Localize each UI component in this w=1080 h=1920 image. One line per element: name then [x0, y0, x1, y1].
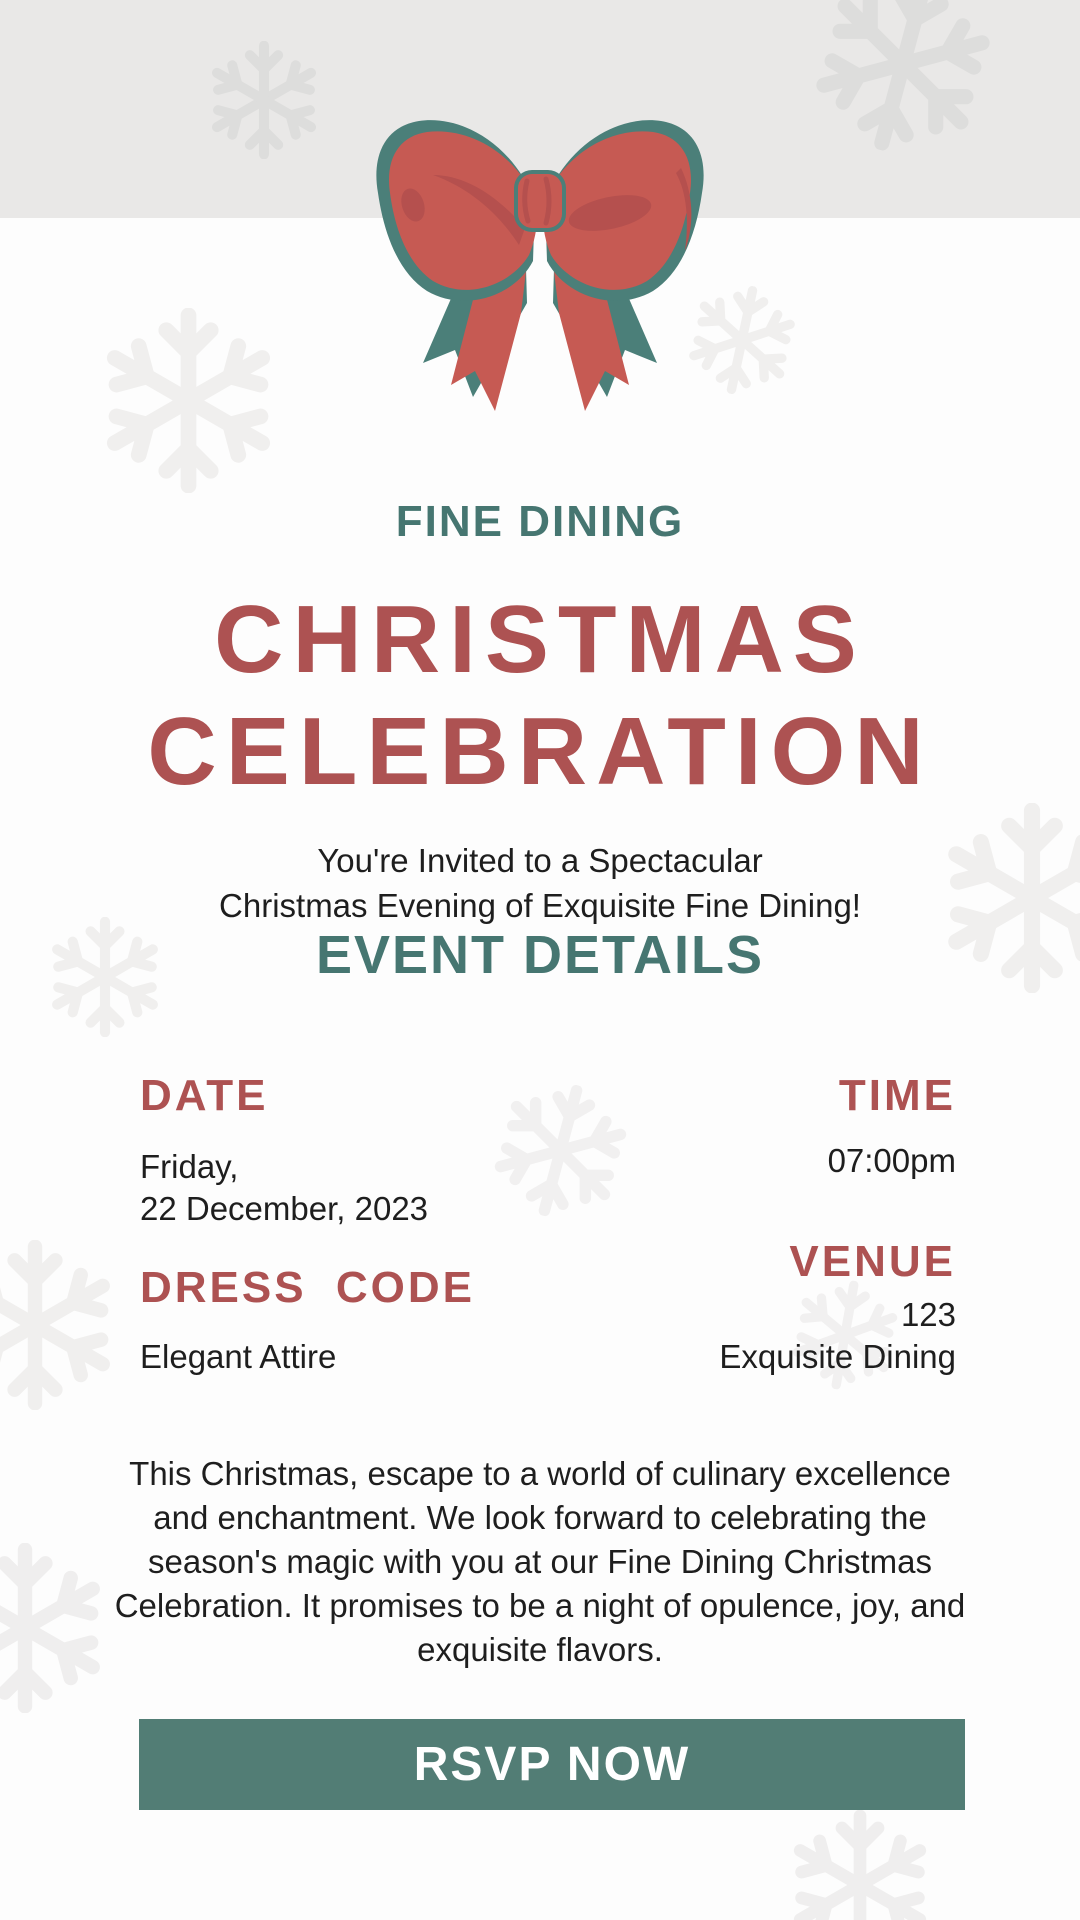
page-title-line1: CHRISTMAS	[214, 586, 866, 693]
invitation-paragraph: This Christmas, escape to a world of culinary excellence and enchantment. We look forward to celebrating the season's magic with you at our Fine Dining Christmas Celebration. It promises to be a night of opulence, joy, and exquisite flavors.	[114, 1455, 966, 1668]
dress-code-value: Elegant Attire	[140, 1338, 337, 1375]
invitation-subtitle-line2: Christmas Evening of Exquisite Fine Dining!	[219, 887, 861, 924]
section-title-event-details: EVENT DETAILS	[315, 925, 765, 985]
invitation-subtitle	[0, 838, 1080, 928]
time-value: 07:00pm	[827, 1142, 956, 1179]
kicker-fine-dining: FINE DINING	[395, 497, 685, 546]
date-label: DATE	[140, 1071, 269, 1120]
venue-value: 123 Exquisite Dining	[719, 1296, 956, 1375]
dress-code-label: DRESS CODE	[140, 1263, 475, 1312]
event-details-grid	[0, 1071, 1080, 1378]
details-left-column	[140, 1071, 475, 1378]
rsvp-now-button[interactable]: RSVP NOW	[139, 1719, 965, 1810]
date-value: Friday, 22 December, 2023	[140, 1148, 429, 1227]
time-label: TIME	[838, 1071, 956, 1120]
invitation-subtitle-line1: You're Invited to a Spectacular	[317, 842, 763, 879]
page-title	[0, 584, 1080, 808]
details-right-column	[719, 1071, 956, 1378]
venue-label: VENUE	[789, 1237, 956, 1286]
page-title-line2: CELEBRATION	[147, 698, 933, 805]
